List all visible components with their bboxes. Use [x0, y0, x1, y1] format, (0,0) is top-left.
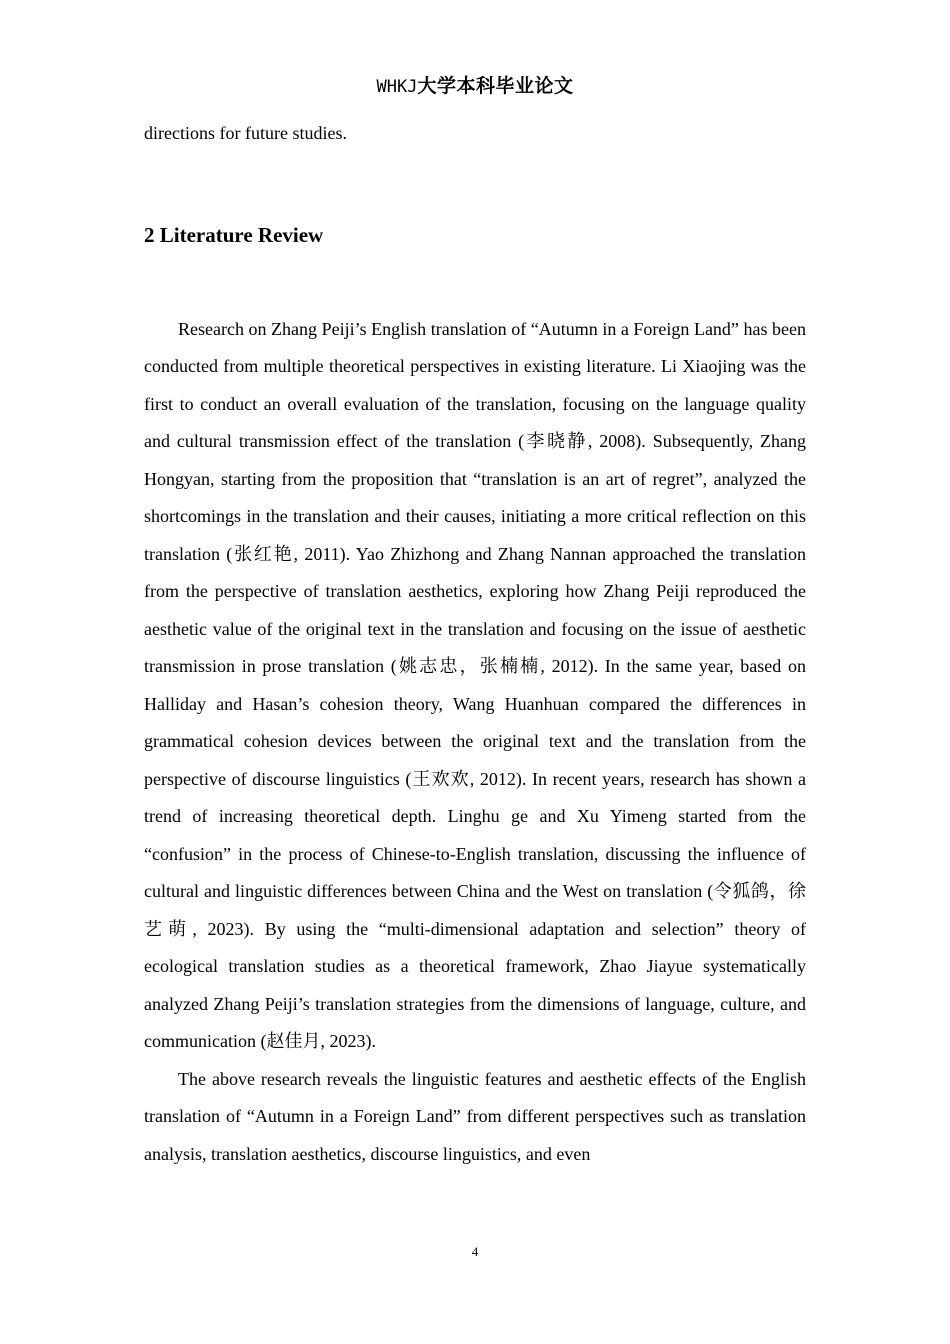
continued-line: directions for future studies.	[144, 123, 347, 143]
page-number: 4	[471, 1244, 479, 1259]
paragraph-1: Research on Zhang Peiji’s English translation of “Autumn in a Foreign Land” has been conducted from multiple theoretical perspectives in existing literature. Li Xiaojing was the first to conduct an overall evaluation of the translation, focusing on the language quality and cultural transmission effect of the translation (李晓静, 2008). Subsequently, Zhang Hongyan, starting from the proposition that “translation is an art of regret”, analyzed the shortcomings in the translation and their causes, initiating a more critical reflection on this translation (张红艳, 2011). Yao Zhizhong and Zhang Nannan approached the translation from the perspective of translation aesthetics, exploring how Zhang Peiji reproduced the aesthetic value of the original text in the translation and focusing on the issue of aesthetic transmission in prose translation (姚志忠，张楠楠, 2012). In the same year, based on Halliday and Hasan’s cohesion theory, Wang Huanhuan compared the differences in grammatical cohesion devices between the original text and the translation from the perspective of discourse linguistics (王欢欢, 2012). In recent years, research has shown a trend of increasing theoretical depth. Linghu ge and Xu Yimeng started from the “confusion” in the process of Chinese-to-English translation, discussing the influence of cultural and linguistic differences between China and the West on translation (令狐鸽，徐艺萌, 2023). By using the “multi-dimensional adaptation and selection” theory of ecological translation studies as a theoretical framework, Zhao Jiayue systematically analyzed Zhang Peiji’s translation strategies from the dimensions of language, culture, and communication (赵佳月, 2023).	[144, 318, 806, 1051]
paragraph-2: The above research reveals the linguistic features and aesthetic effects of the English translation of “Autumn in a Foreign Land” from different perspectives such as translation analysis, translation aesthetics, discourse linguistics, and even	[144, 1068, 806, 1164]
body-content	[144, 115, 806, 1173]
section-heading: 2 Literature Review	[144, 222, 324, 247]
header-cjk-text: 大学本科毕业论文	[417, 75, 574, 97]
header-latin-text: WHKJ	[376, 77, 418, 97]
running-header	[0, 74, 950, 99]
